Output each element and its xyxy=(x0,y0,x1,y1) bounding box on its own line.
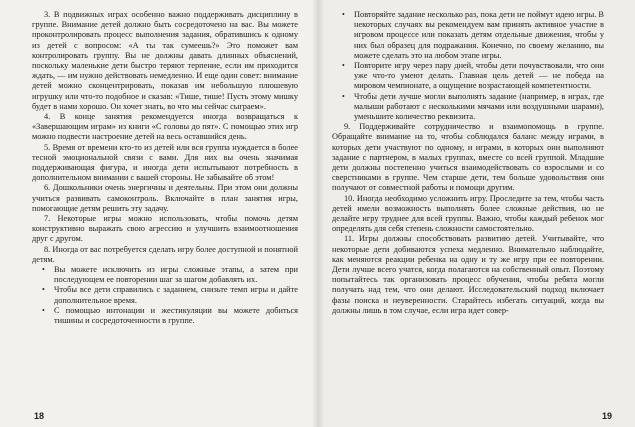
list-item: • Чтобы дети лучше могли выполнять задание (например, в играх, где малыши работают с несколькими мячами или воздушными шарами), уменьшите количество реквизита. xyxy=(342,91,604,122)
paragraph: 8. Иногда от вас потребуется сделать игру более доступной и понятной детям. xyxy=(32,244,298,264)
paragraph: 7. Некоторые игры можно использовать, чтобы помочь детям конструктивно выражать свою агрессию и улучшить взаимоотношения друг с другом. xyxy=(32,214,298,244)
paragraph: 6. Дошкольники очень энергичны и деятельны. При этом они должны учиться развивать самоконтроль. Включайте в план занятия игры, помогающие детям решить эту задачу. xyxy=(32,183,298,213)
list-item: • Чтобы все дети справились с заданием, снизьте темп игры и дайте дополнительное время. xyxy=(42,285,298,305)
bullet-icon: • xyxy=(42,265,45,275)
paragraph: 10. Иногда необходимо усложнить игру. Проследите за тем, чтобы часть детей имели возможность выполнять более сложные действия, но не делайте игру труднее для всей группы. Важно, чтобы каждый ребенок мог определять для себя степень сложности самостоятельно. xyxy=(332,193,604,234)
list-item: • Повторяйте задание несколько раз, пока дети не поймут идею игры. В некоторых случаях вы рекомендуем вам принять активное участие в игровом процессе или показать детям отдельные движения, чтобы у них был образец для подражания. Конечно, по своему желанию, вы можете сделать это на любом этапе игры. xyxy=(342,10,604,60)
list-item: • Вы можете исключить из игры сложные этапы, а затем при последующем ее повторении шаг за шагом добавлять их. xyxy=(42,265,298,285)
bullet-icon: • xyxy=(342,10,345,19)
list-item: • С помощью интонации и жестикуляции вы можете добиться тишины и сосредоточенности в группе. xyxy=(42,305,298,326)
bullet-icon: • xyxy=(342,61,345,71)
bullet-icon: • xyxy=(42,305,45,315)
paragraph: 11. Игры должны способствовать развитию детей. Учитывайте, что некоторые дети добиваются успеха медленно. Внимательно наблюдайте, как меняются реакции ребенка на одну и ту же игру при ее повторении. Дети лучше всего учатся, когда полагаются на собственный опыт. Поэтому попытайтесь так организовать процесс обучения, чтобы ребята могли получать над тем, что они делают. Исследовательский подход включает фазы поиска и неуверенности. Старайтесь избегать ситуаций, когда вы должны лишь в том случае, если игра идет совер- xyxy=(332,234,604,315)
list-item: • Повторите игру через пару дней, чтобы дети почувствовали, что они уже что-то умеют делать. Главная цель детей — не победа на мировом чемпионате, а ощущение возрастающей компетентности. xyxy=(342,61,604,91)
right-page xyxy=(318,0,635,427)
paragraph: 3. В подвижных играх особенно важно поддерживать дисциплину в группе. Внимание детей должно быть сосредоточено на вас. Вы можете проконтролировать процесс выполнения задания, обратившись к одному из детей с вопросом: «А ты так сумеешь?» Это поможет вам контролировать группу. Вы не должны давать длинных объяснений, поскольку маленькие дети быстро теряют терпение, если им приходится ждать, — им нужно действовать немедленно. И еще один совет: внимание детей можно сконцентрировать, показав им небольшую плюшевую игрушку или что-то подобное и сказав: «Тише, тише! Пусть этому мишку будет в нами хорошо. Он хочет знать, во что мы сейчас сыграем». xyxy=(32,10,298,111)
bullet-icon: • xyxy=(342,91,345,101)
paragraph: 5. Время от времени кто-то из детей или вся группа нуждается в более тесной эмоциональной связи с вами. Для них вы очень значимая поддерживающая фигура, и иногда дети испытывают потребность в дополнительном внимании с вашей стороны. Не забывайте об этом! xyxy=(32,142,298,183)
paragraph: 9. Поддерживайте сотрудничество и взаимопомощь в группе. Обращайте внимание на то, чтобы соблюдался баланс между играми, в которых дети участвуют по одному, и играми, в которых они выполняют задание с партнером, в малых группах, вместе со всей группой. Младшие дети должны постепенно учиться взаимодействовать со взрослыми и со сверстниками в группе. Чем старше дети, тем больше удовольствия они получают от совместной работы и помощи другим. xyxy=(332,122,604,193)
bullet-icon: • xyxy=(42,285,45,295)
page-number: 19 xyxy=(602,411,613,421)
bullet-list xyxy=(332,10,604,122)
page-number: 18 xyxy=(34,411,45,421)
bullet-list xyxy=(32,265,298,326)
left-page-text xyxy=(32,10,298,326)
paragraph: 4. В конце занятия рекомендуется иногда возвращаться к «Завершающим играм» из книги «С головы до пят». С помощью этих игр можно подвести настроение детей на весь оставшийся день. xyxy=(32,112,298,142)
right-page-text xyxy=(332,10,604,316)
book-gutter xyxy=(312,0,324,427)
